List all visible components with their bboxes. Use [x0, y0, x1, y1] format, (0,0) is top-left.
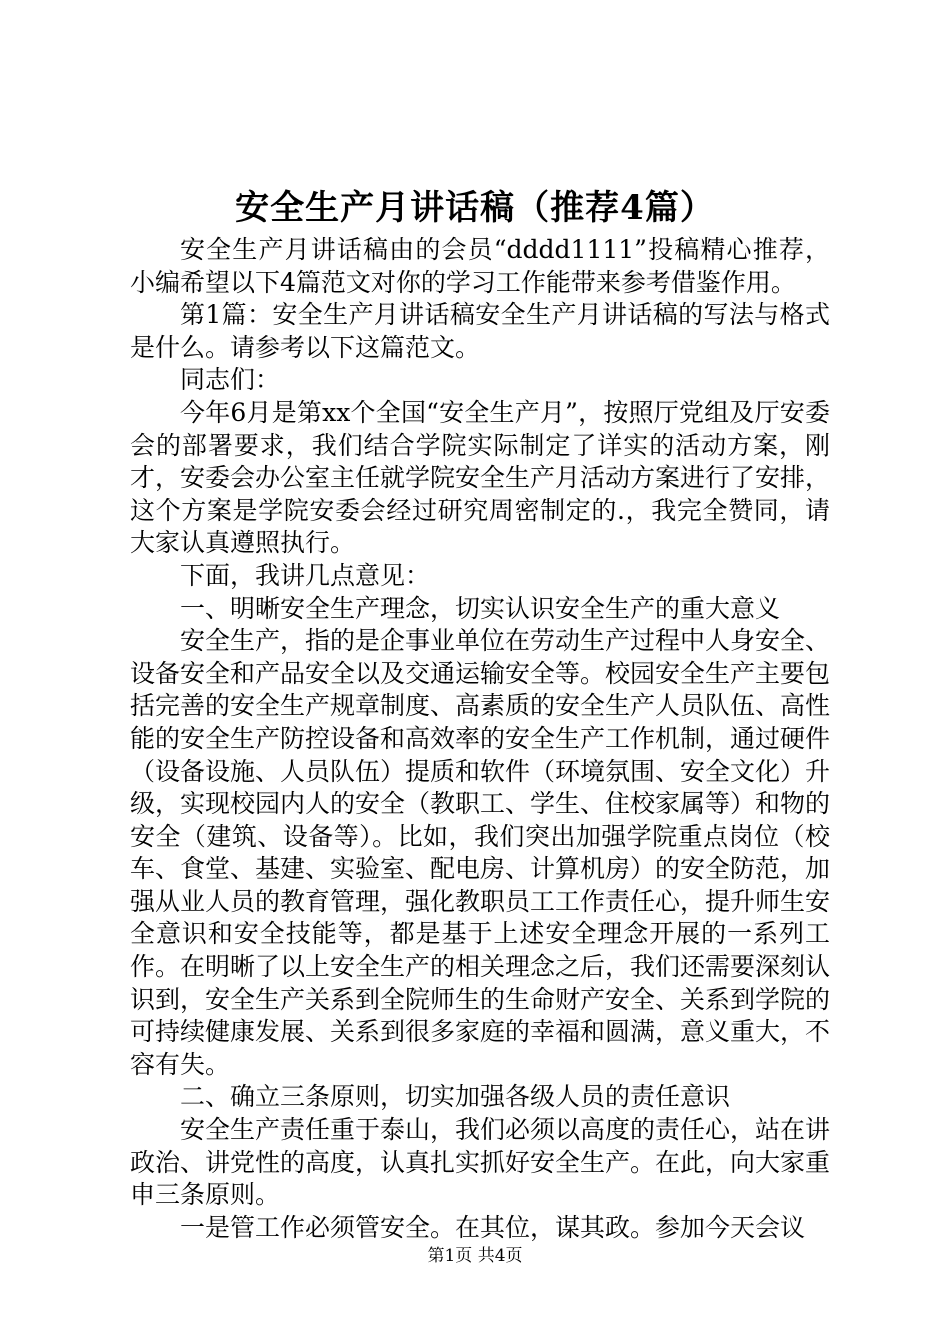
salutation-paragraph: 同志们： [180, 365, 281, 395]
body-paragraph: 安全生产责任重于泰山，我们必须以高度的责任心，站在讲政治、讲党性的高度，认真扎实抓好安全生产。在此，向大家重申三条原则。 [130, 1115, 831, 1210]
section-heading: 一、明晰安全生产理念，切实认识安全生产的重大意义 [180, 593, 781, 623]
body-paragraph: 一是管工作必须管安全。在其位，谋其政。参加今天会议 [180, 1212, 806, 1242]
document-title: 安全生产月讲话稿（推荐4篇） [235, 188, 715, 228]
document-body [130, 234, 830, 1244]
page-footer: 第1页 共4页 [427, 1246, 523, 1266]
body-paragraph: 今年6月是第xx个全国“安全生产月”，按照厅党组及厅安委会的部署要求，我们结合学院实际制定了详实的活动方案，刚才，安委会办公室主任就学院安全生产月活动方案进行了安排，这个方案是学院安委会经过研究周密制定的.，我完全赞同，请大家认真遵照执行。 [130, 397, 831, 558]
intro-paragraph: 安全生产月讲话稿由的会员“dddd1111”投稿精心推荐，小编希望以下4篇范文对你的学习工作能带来参考借鉴作用。 [130, 235, 830, 297]
body-paragraph: 下面，我讲几点意见： [180, 560, 431, 590]
article-heading-paragraph: 第1篇：安全生产月讲话稿安全生产月讲话稿的写法与格式是什么。请参考以下这篇范文。 [130, 300, 830, 362]
body-paragraph: 安全生产，指的是企事业单位在劳动生产过程中人身安全、设备安全和产品安全以及交通运输安全等。校园安全生产主要包括完善的安全生产规章制度、高素质的安全生产人员队伍、高性能的安全生产防控设备和高效率的安全生产工作机制，通过硬件（设备设施、人员队伍）提质和软件（环境氛围、安全文化）升级，实现校园内人的安全（教职工、学生、住校家属等）和物的安全（建筑、设备等）。比如，我们突出加强学院重点岗位（校车、食堂、基建、实验室、配电房、计算机房）的安全防范，加强从业人员的教育管理，强化教职员工工作责任心，提升师生安全意识和安全技能等，都是基于上述安全理念开展的一系列工作。在明晰了以上安全生产的相关理念之后，我们还需要深刻认识到，安全生产关系到全院师生的生命财产安全、关系到学院的可持续健康发展、关系到很多家庭的幸福和圆满，意义重大，不容有失。 [130, 626, 831, 1079]
section-heading: 二、确立三条原则，切实加强各级人员的责任意识 [180, 1082, 731, 1112]
